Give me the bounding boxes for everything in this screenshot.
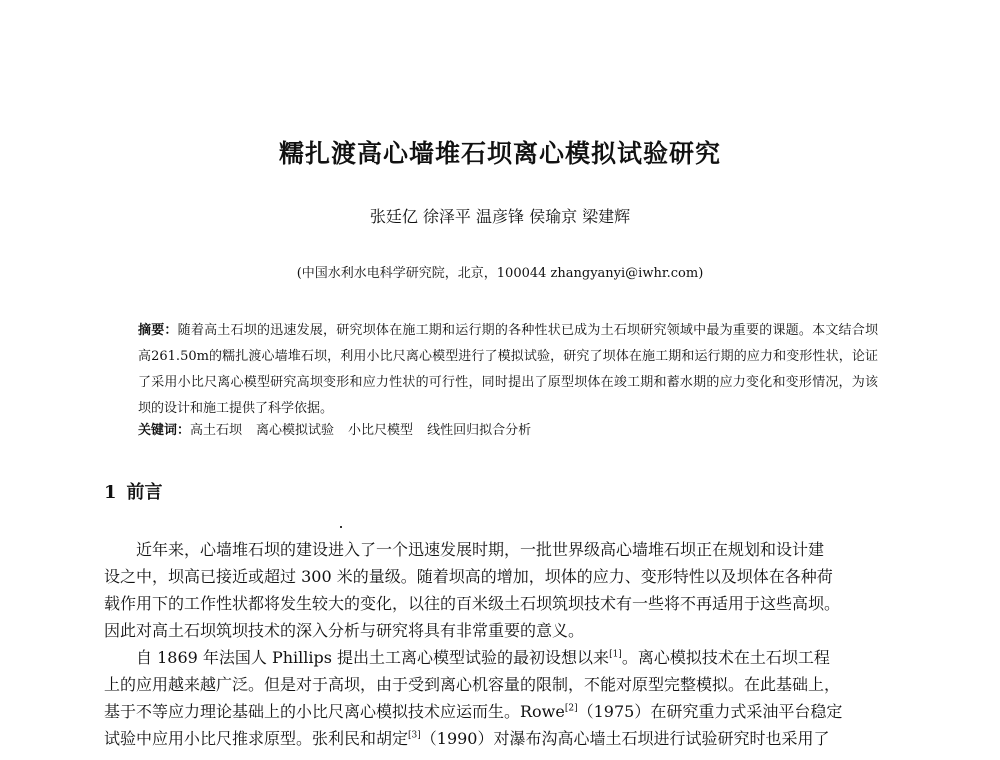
- scan-speck: [340, 526, 342, 528]
- section-number: 1: [104, 482, 117, 503]
- abstract-label: 摘要：: [138, 323, 178, 338]
- citation-ref: [1]: [609, 649, 622, 660]
- keyword: 小比尺模型: [348, 423, 414, 438]
- body-text-segment: 试验中应用小比尺推求原型。张利民和胡定: [104, 729, 409, 748]
- abstract-text: 随着高土石坝的迅速发展，研究坝体在施工期和运行期的各种性状已成为土石坝研究领域中最为重要的课题。本文结合坝高261.50m的糯扎渡心墙堆石坝，利用小比尺离心模型进行了模拟试验，研究了坝体在施工期和运行期的应力和变形性状，论证了采用小比尺离心模型研究高坝变形和应力性状的可行性，同时提出了原型坝体在竣工期和蓄水期的应力变化和变形情况，为该坝的设计和施工提供了科学依据。: [138, 323, 878, 416]
- section-title: 前言: [126, 482, 163, 503]
- body-text: [104, 536, 864, 752]
- body-text-segment: （1990）对瀑布沟高心墙土石坝进行试验研究时也采用了: [420, 729, 830, 748]
- keyword: 线性回归拟合分析: [427, 423, 532, 438]
- body-line: 载作用下的工作性状都将发生较大的变化，以往的百米级土石坝筑坝技术有一些将不再适用于这些高坝。: [104, 594, 841, 613]
- keyword: 离心模拟试验: [256, 423, 335, 438]
- body-line: 近年来，心墙堆石坝的建设进入了一个迅速发展时期，一批世界级高心墙堆石坝正在规划和设计建: [136, 540, 825, 559]
- abstract: [138, 318, 878, 422]
- body-line: [104, 725, 864, 752]
- body-line: [104, 644, 864, 671]
- citation-ref: [3]: [408, 730, 421, 741]
- citation-ref: [2]: [564, 703, 578, 714]
- body-text-segment: 基于不等应力理论基础上的小比尺离心模拟技术应运而生。Rowe: [104, 702, 565, 721]
- body-line: [104, 698, 864, 725]
- body-line: 设之中，坝高已接近或超过 300 米的量级。随着坝高的增加，坝体的应力、变形特性以及坝体在各种荷: [104, 567, 833, 586]
- keywords: [138, 418, 878, 444]
- keyword: 高土石坝: [190, 423, 243, 438]
- section-heading: [104, 478, 163, 504]
- body-text-segment: 自 1869 年法国人 Phillips 提出土工离心模型试验的最初设想以来: [136, 648, 610, 667]
- authors: 张廷亿 徐泽平 温彦锋 侯瑜京 梁建辉: [369, 207, 631, 226]
- body-line: 因此对高土石坝筑坝技术的深入分析与研究将具有非常重要的意义。: [104, 621, 585, 640]
- affiliation: (中国水利水电科学研究院，北京，100044 zhangyanyi@iwhr.com): [296, 266, 704, 281]
- body-text-segment: （1975）在研究重力式采油平台稳定: [577, 702, 843, 721]
- body-text-segment: 。离心模拟技术在土石坝工程: [621, 648, 830, 667]
- paper-title: 糯扎渡高心墙堆石坝离心模拟试验研究: [278, 139, 721, 168]
- body-line: 上的应用越来越广泛。但是对于高坝，由于受到离心机容量的限制，不能对原型完整模拟。在此基础上，: [104, 675, 841, 694]
- keywords-label: 关键词：: [138, 423, 191, 438]
